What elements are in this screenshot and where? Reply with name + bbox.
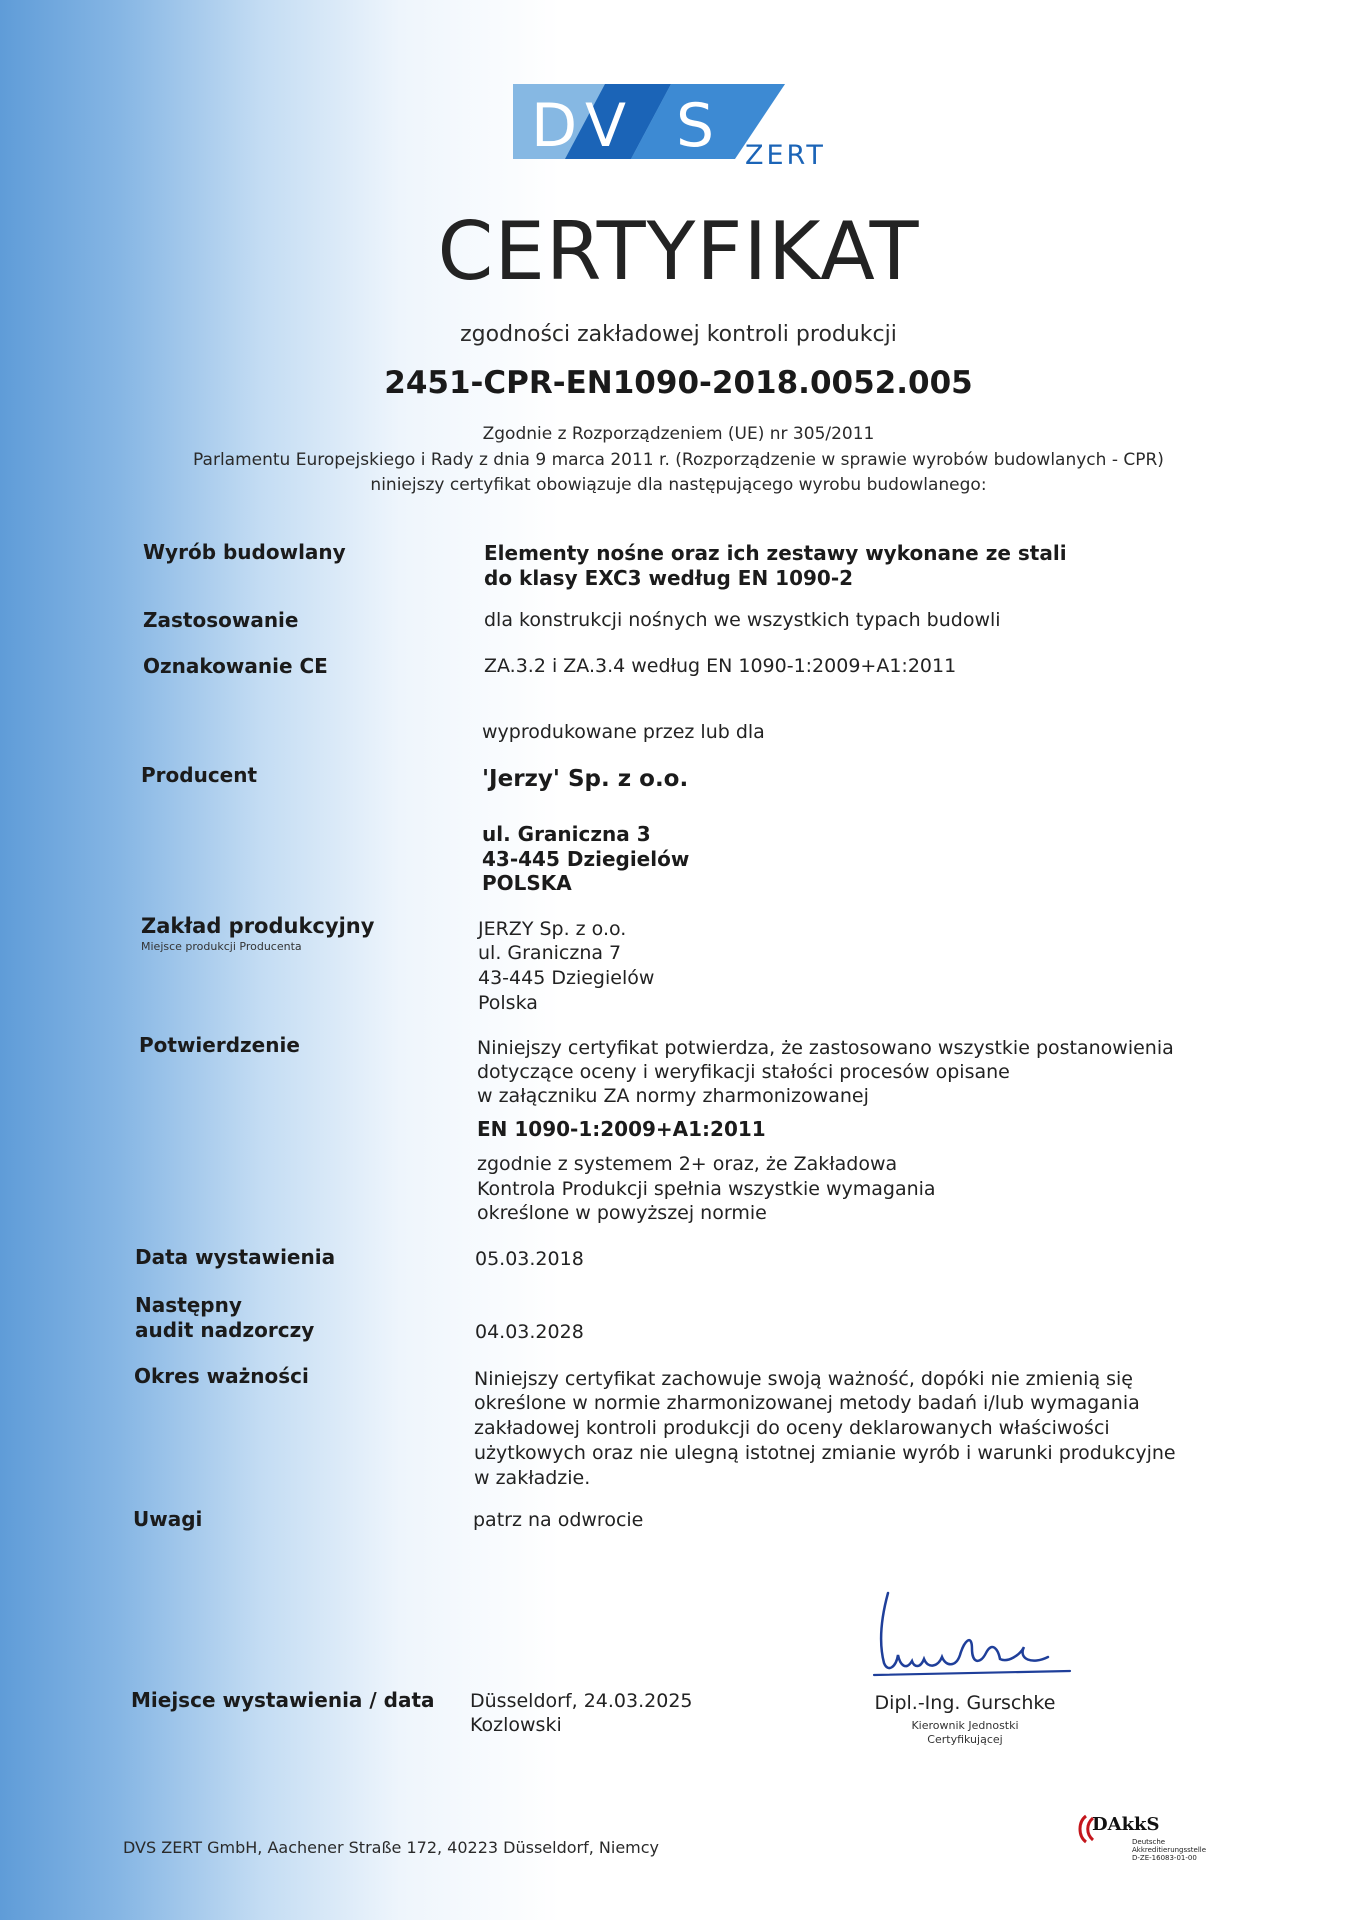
footer-address: DVS ZERT GmbH, Aachener Straße 172, 40223 Düsseldorf, Niemcy [123,1838,660,1857]
logo-letter-v: V [585,91,627,161]
confirmation-standard: EN 1090-1:2009+A1:2011 [477,1117,766,1141]
next-audit-label-1: Następny [135,1293,242,1317]
place-label: Miejsce wystawienia / data [131,1688,435,1712]
confirmation-line-3: w załączniku ZA normy zharmonizowanej [477,1085,869,1107]
confirmation-line-2: dotyczące oceny i weryfikacji stałości procesów opisane [477,1061,1010,1083]
validity-line-5: w zakładzie. [474,1467,591,1489]
validity-line-3: zakładowej kontroli produkcji do oceny deklarowanych właściwości [474,1417,1110,1439]
dakks-line-1: Deutsche [1132,1838,1166,1846]
remarks-value: patrz na odwrocie [473,1509,644,1531]
producer-address-city: 43-445 Dziegielów [482,847,690,871]
dakks-name: DAkkS [1092,1814,1160,1835]
confirmation-line-5: Kontrola Produkcji spełnia wszystkie wymagania [477,1178,936,1200]
validity-line-1: Niniejszy certyfikat zachowuje swoją ważność, dopóki nie zmienią się [474,1368,1133,1390]
dakks-line-2: Akkreditierungsstelle [1132,1846,1207,1854]
issue-date-value: 05.03.2018 [475,1248,584,1270]
plant-line-1: JERZY Sp. z o.o. [478,918,627,940]
next-audit-value: 04.03.2028 [475,1321,584,1343]
plant-label: Zakład produkcyjny [141,914,375,938]
intro-line-3: niniejszy certyfikat obowiązuje dla następującego wyrobu budowlanego: [370,475,987,495]
logo-letter-d: D [531,91,578,161]
certificate-subtitle: zgodności zakładowej kontroli produkcji [460,322,897,347]
certificate-title: CERTYFIKAT [437,205,920,298]
producer-label: Producent [141,763,258,787]
product-label: Wyrób budowlany [143,540,346,564]
next-audit-label-2: audit nadzorczy [135,1318,315,1342]
logo-letter-s: S [676,91,715,161]
producer-address-country: POLSKA [482,871,572,895]
signature [868,1585,1078,1685]
validity-line-4: użytkowych oraz nie ulegną istotnej zmianie wyrób i warunki produkcyjne [474,1442,1176,1464]
product-line-2: do klasy EXC3 według EN 1090-2 [484,566,854,590]
application-value: dla konstrukcji nośnych we wszystkich typach budowli [484,609,1001,631]
producer-address-street: ul. Graniczna 3 [482,822,651,846]
plant-line-2: ul. Graniczna 7 [478,942,622,964]
ce-marking-label: Oznakowanie CE [143,654,328,678]
plant-line-4: Polska [478,992,538,1014]
confirmation-label: Potwierdzenie [139,1033,300,1057]
certificate-number: 2451-CPR-EN1090-2018.0052.005 [384,365,973,401]
validity-line-2: określone w normie zharmonizowanej metody badań i/lub wymagania [474,1392,1140,1414]
remarks-label: Uwagi [133,1507,203,1531]
dakks-badge [1072,1810,1232,1870]
confirmation-line-4: zgodnie z systemem 2+ oraz, że Zakładowa [477,1153,898,1175]
signature-graphic [868,1585,1078,1685]
issue-date-label: Data wystawienia [135,1245,336,1269]
logo-zert-text: ZERT [745,140,826,171]
plant-sublabel: Miejsce produkcji Producenta [141,940,302,953]
producer-name: 'Jerzy' Sp. z o.o. [482,766,689,792]
plant-line-3: 43-445 Dziegielów [478,967,655,989]
intro-line-1: Zgodnie z Rozporządzeniem (UE) nr 305/2011 [482,424,875,444]
dvs-zert-logo [513,84,873,174]
signatory-role-1: Kierownik Jednostki [911,1719,1019,1732]
signatory-name: Dipl.-Ing. Gurschke [874,1692,1056,1714]
intro-line-2: Parlamentu Europejskiego i Rady z dnia 9 marca 2011 r. (Rozporządzenie w sprawie wyrobów budowlanych - CPR) [193,450,1164,470]
ce-marking-value: ZA.3.2 i ZA.3.4 według EN 1090-1:2009+A1:2011 [484,655,957,677]
validity-label: Okres ważności [134,1364,309,1388]
place-line-2: Kozlowski [470,1714,562,1736]
place-line-1: Düsseldorf, 24.03.2025 [470,1690,693,1712]
confirmation-line-6: określone w powyższej normie [477,1202,767,1224]
signatory-role-2: Certyfikującej [927,1733,1003,1746]
application-label: Zastosowanie [143,608,299,632]
produced-by-text: wyprodukowane przez lub dla [482,721,765,743]
confirmation-line-1: Niniejszy certyfikat potwierdza, że zastosowano wszystkie postanowienia [477,1037,1174,1059]
dvs-logo-graphic [513,84,873,174]
product-line-1: Elementy nośne oraz ich zestawy wykonane ze stali [484,541,1067,565]
dakks-line-3: D-ZE-16083-01-00 [1132,1854,1197,1862]
